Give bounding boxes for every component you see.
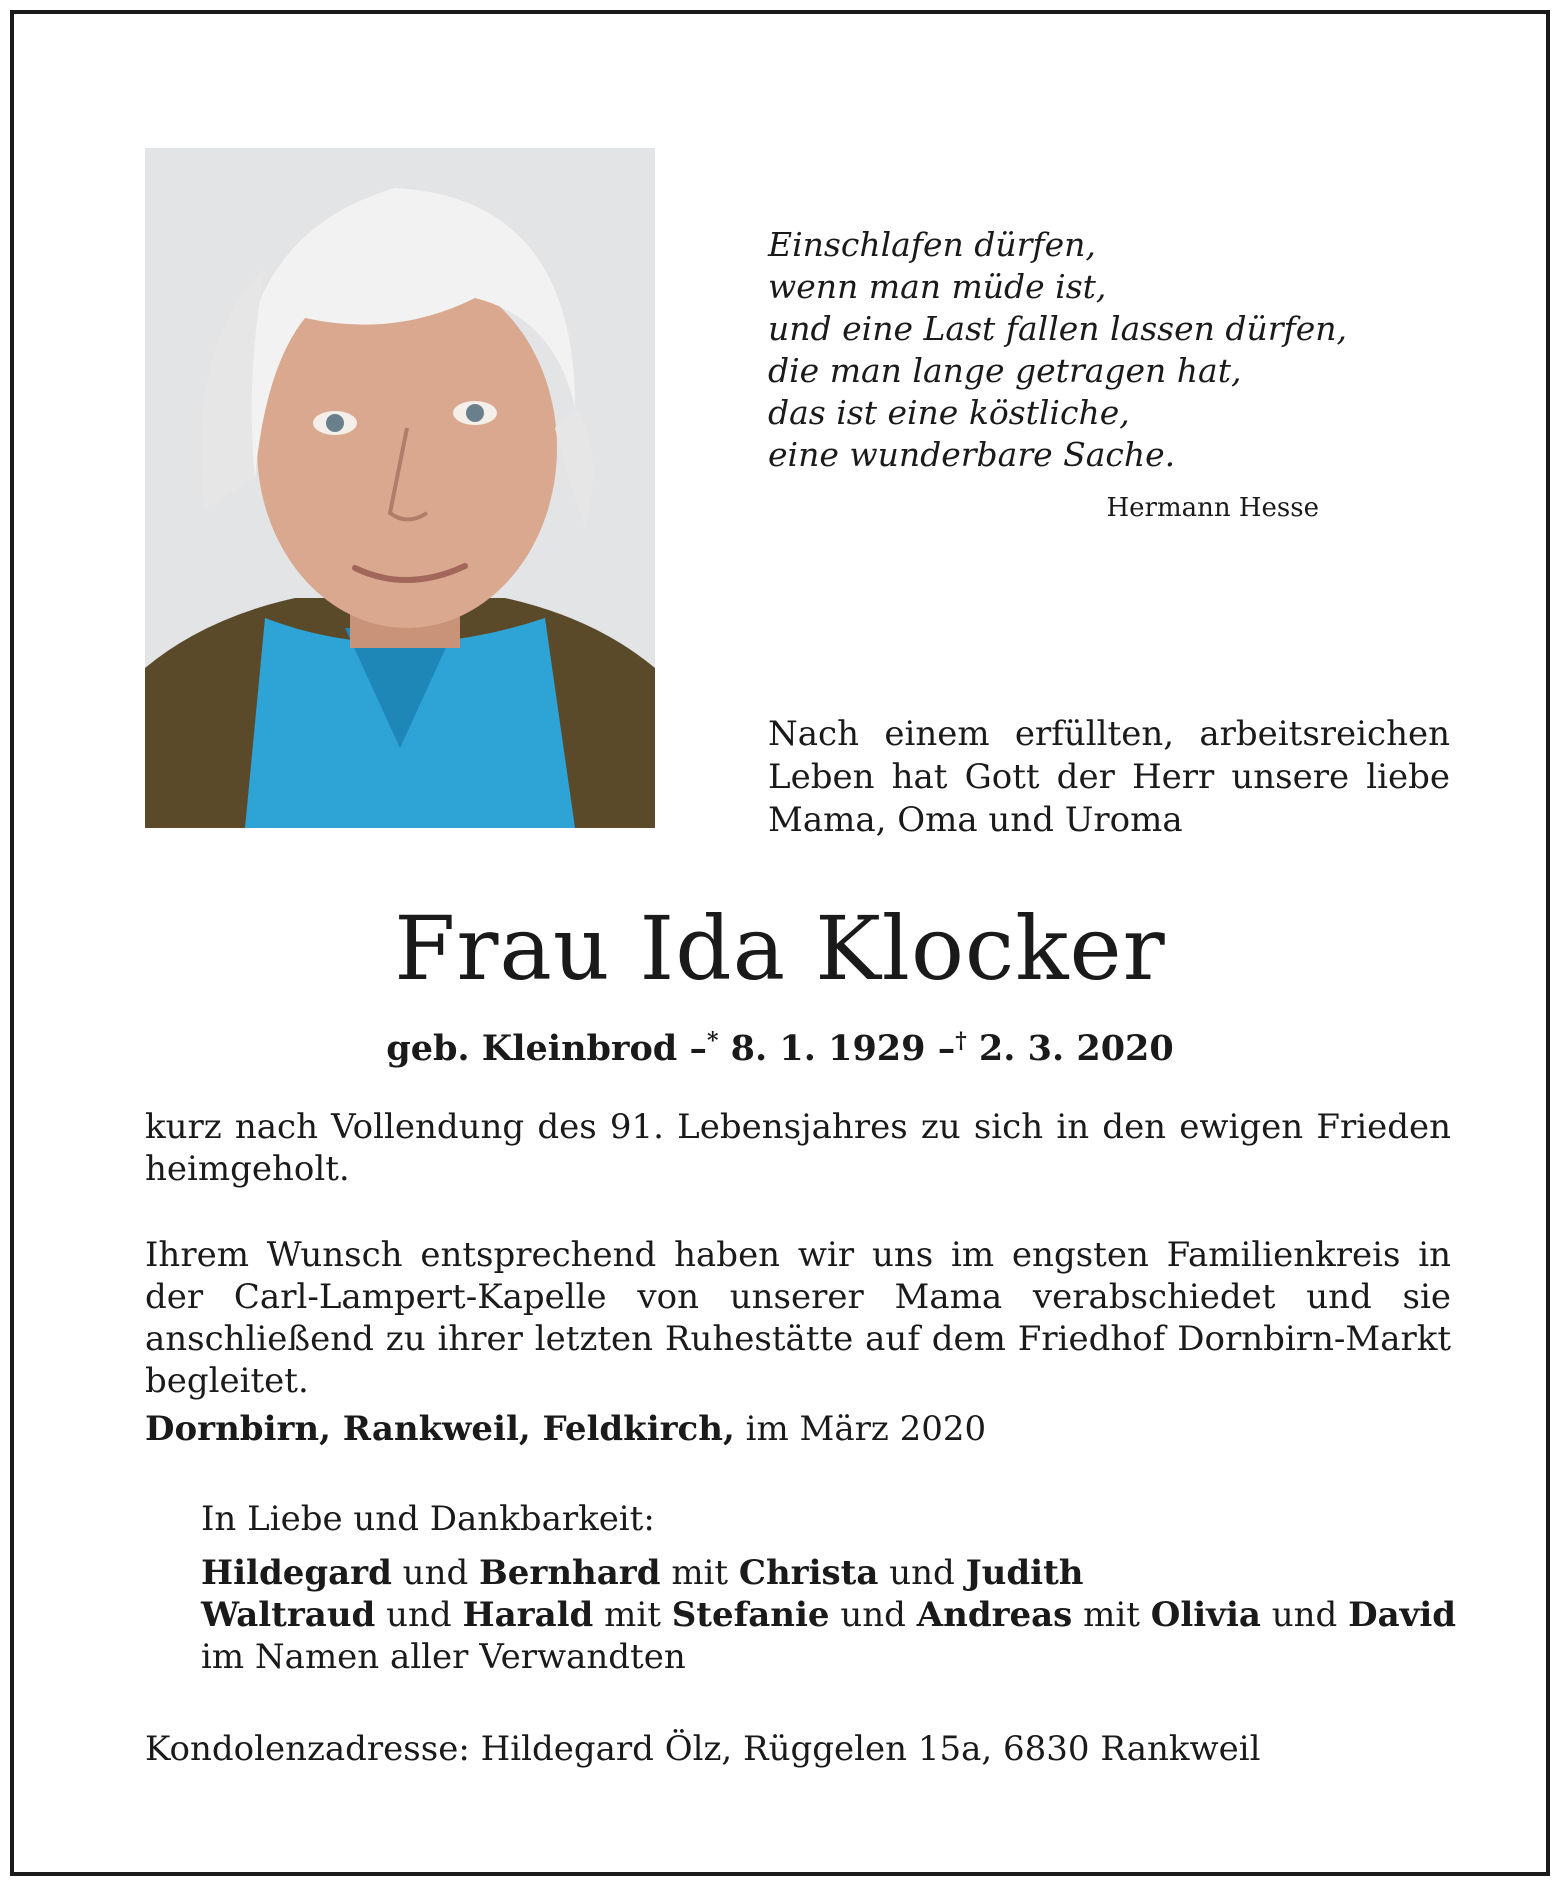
family-line-2 xyxy=(201,1594,1461,1636)
condolence-address: Kondolenzadresse: Hildegard Ölz, Rüggelen 15a, 6830 Rankweil xyxy=(145,1729,1261,1769)
poem-author: Hermann Hesse xyxy=(1106,493,1319,523)
family-connector: mit xyxy=(604,1595,661,1635)
place-towns: Dornbirn, Rankweil, Feldkirch, xyxy=(145,1409,735,1449)
poem-line: wenn man müde ist, xyxy=(768,267,1107,306)
family-member: Andreas xyxy=(916,1595,1073,1635)
birth-name: geb. Kleinbrod xyxy=(386,1028,678,1069)
family-member: Olivia xyxy=(1150,1595,1261,1635)
family-line-1 xyxy=(201,1552,1461,1594)
poem-line: eine wunderbare Sache. xyxy=(768,435,1176,474)
poem-line: das ist eine köstliche, xyxy=(768,393,1130,432)
life-dates xyxy=(14,1018,1546,1072)
birth-date: 8. 1. 1929 xyxy=(730,1028,926,1069)
family-signatures xyxy=(201,1552,1461,1678)
poem xyxy=(768,224,1348,476)
family-member: Waltraud xyxy=(201,1595,376,1635)
family-member: Hildegard xyxy=(201,1553,392,1593)
poem-line: und eine Last fallen lassen dürfen, xyxy=(768,309,1348,348)
family-connector: mit xyxy=(671,1553,729,1593)
family-line-3: im Namen aller Verwandten xyxy=(201,1637,686,1677)
place-date: im März 2020 xyxy=(745,1409,987,1449)
family-member: Judith xyxy=(965,1553,1084,1593)
family-member: Harald xyxy=(462,1595,594,1635)
family-connector: und xyxy=(402,1553,469,1593)
family-member: Bernhard xyxy=(479,1553,661,1593)
family-connector: und xyxy=(386,1595,452,1635)
obituary-frame xyxy=(10,10,1550,1876)
portrait-illustration xyxy=(145,148,655,828)
birth-symbol: * xyxy=(706,1028,719,1054)
body-paragraph: Ihrem Wunsch entsprechend haben wir uns im engsten Familienkreis in der Carl-Lampert-Kapelle von unserer Mama verabschiedet und sie anschließend zu ihrer letzten Ruhestätte auf dem Friedhof Dornbirn-Markt begleitet. xyxy=(145,1235,1451,1401)
poem-line: die man lange getragen hat, xyxy=(768,351,1242,390)
dash-separator: – xyxy=(689,1028,707,1069)
death-symbol: † xyxy=(955,1028,967,1054)
family-connector: und xyxy=(840,1595,906,1635)
dash-separator: – xyxy=(937,1028,956,1069)
poem-line: Einschlafen dürfen, xyxy=(768,225,1096,264)
family-connector: und xyxy=(889,1553,955,1593)
place-date-line xyxy=(145,1408,1445,1450)
intro-text: Nach einem erfüllten, arbeitsreichen Leben hat Gott der Herr unsere liebe Mama, Oma und Uroma xyxy=(768,714,1450,840)
family-member: David xyxy=(1348,1595,1457,1635)
family-member: Christa xyxy=(738,1553,879,1593)
family-connector: mit xyxy=(1083,1595,1140,1635)
family-member: Stefanie xyxy=(671,1595,830,1635)
deceased-name: Frau Ida Klocker xyxy=(394,897,1166,1000)
death-date: 2. 3. 2020 xyxy=(978,1028,1174,1069)
closing-line: In Liebe und Dankbarkeit: xyxy=(201,1499,655,1539)
portrait-photo xyxy=(145,148,655,828)
family-connector: und xyxy=(1271,1595,1338,1635)
body-paragraph: kurz nach Vollendung des 91. Lebensjahres zu sich in den ewigen Frieden heimgeholt. xyxy=(145,1107,1451,1189)
